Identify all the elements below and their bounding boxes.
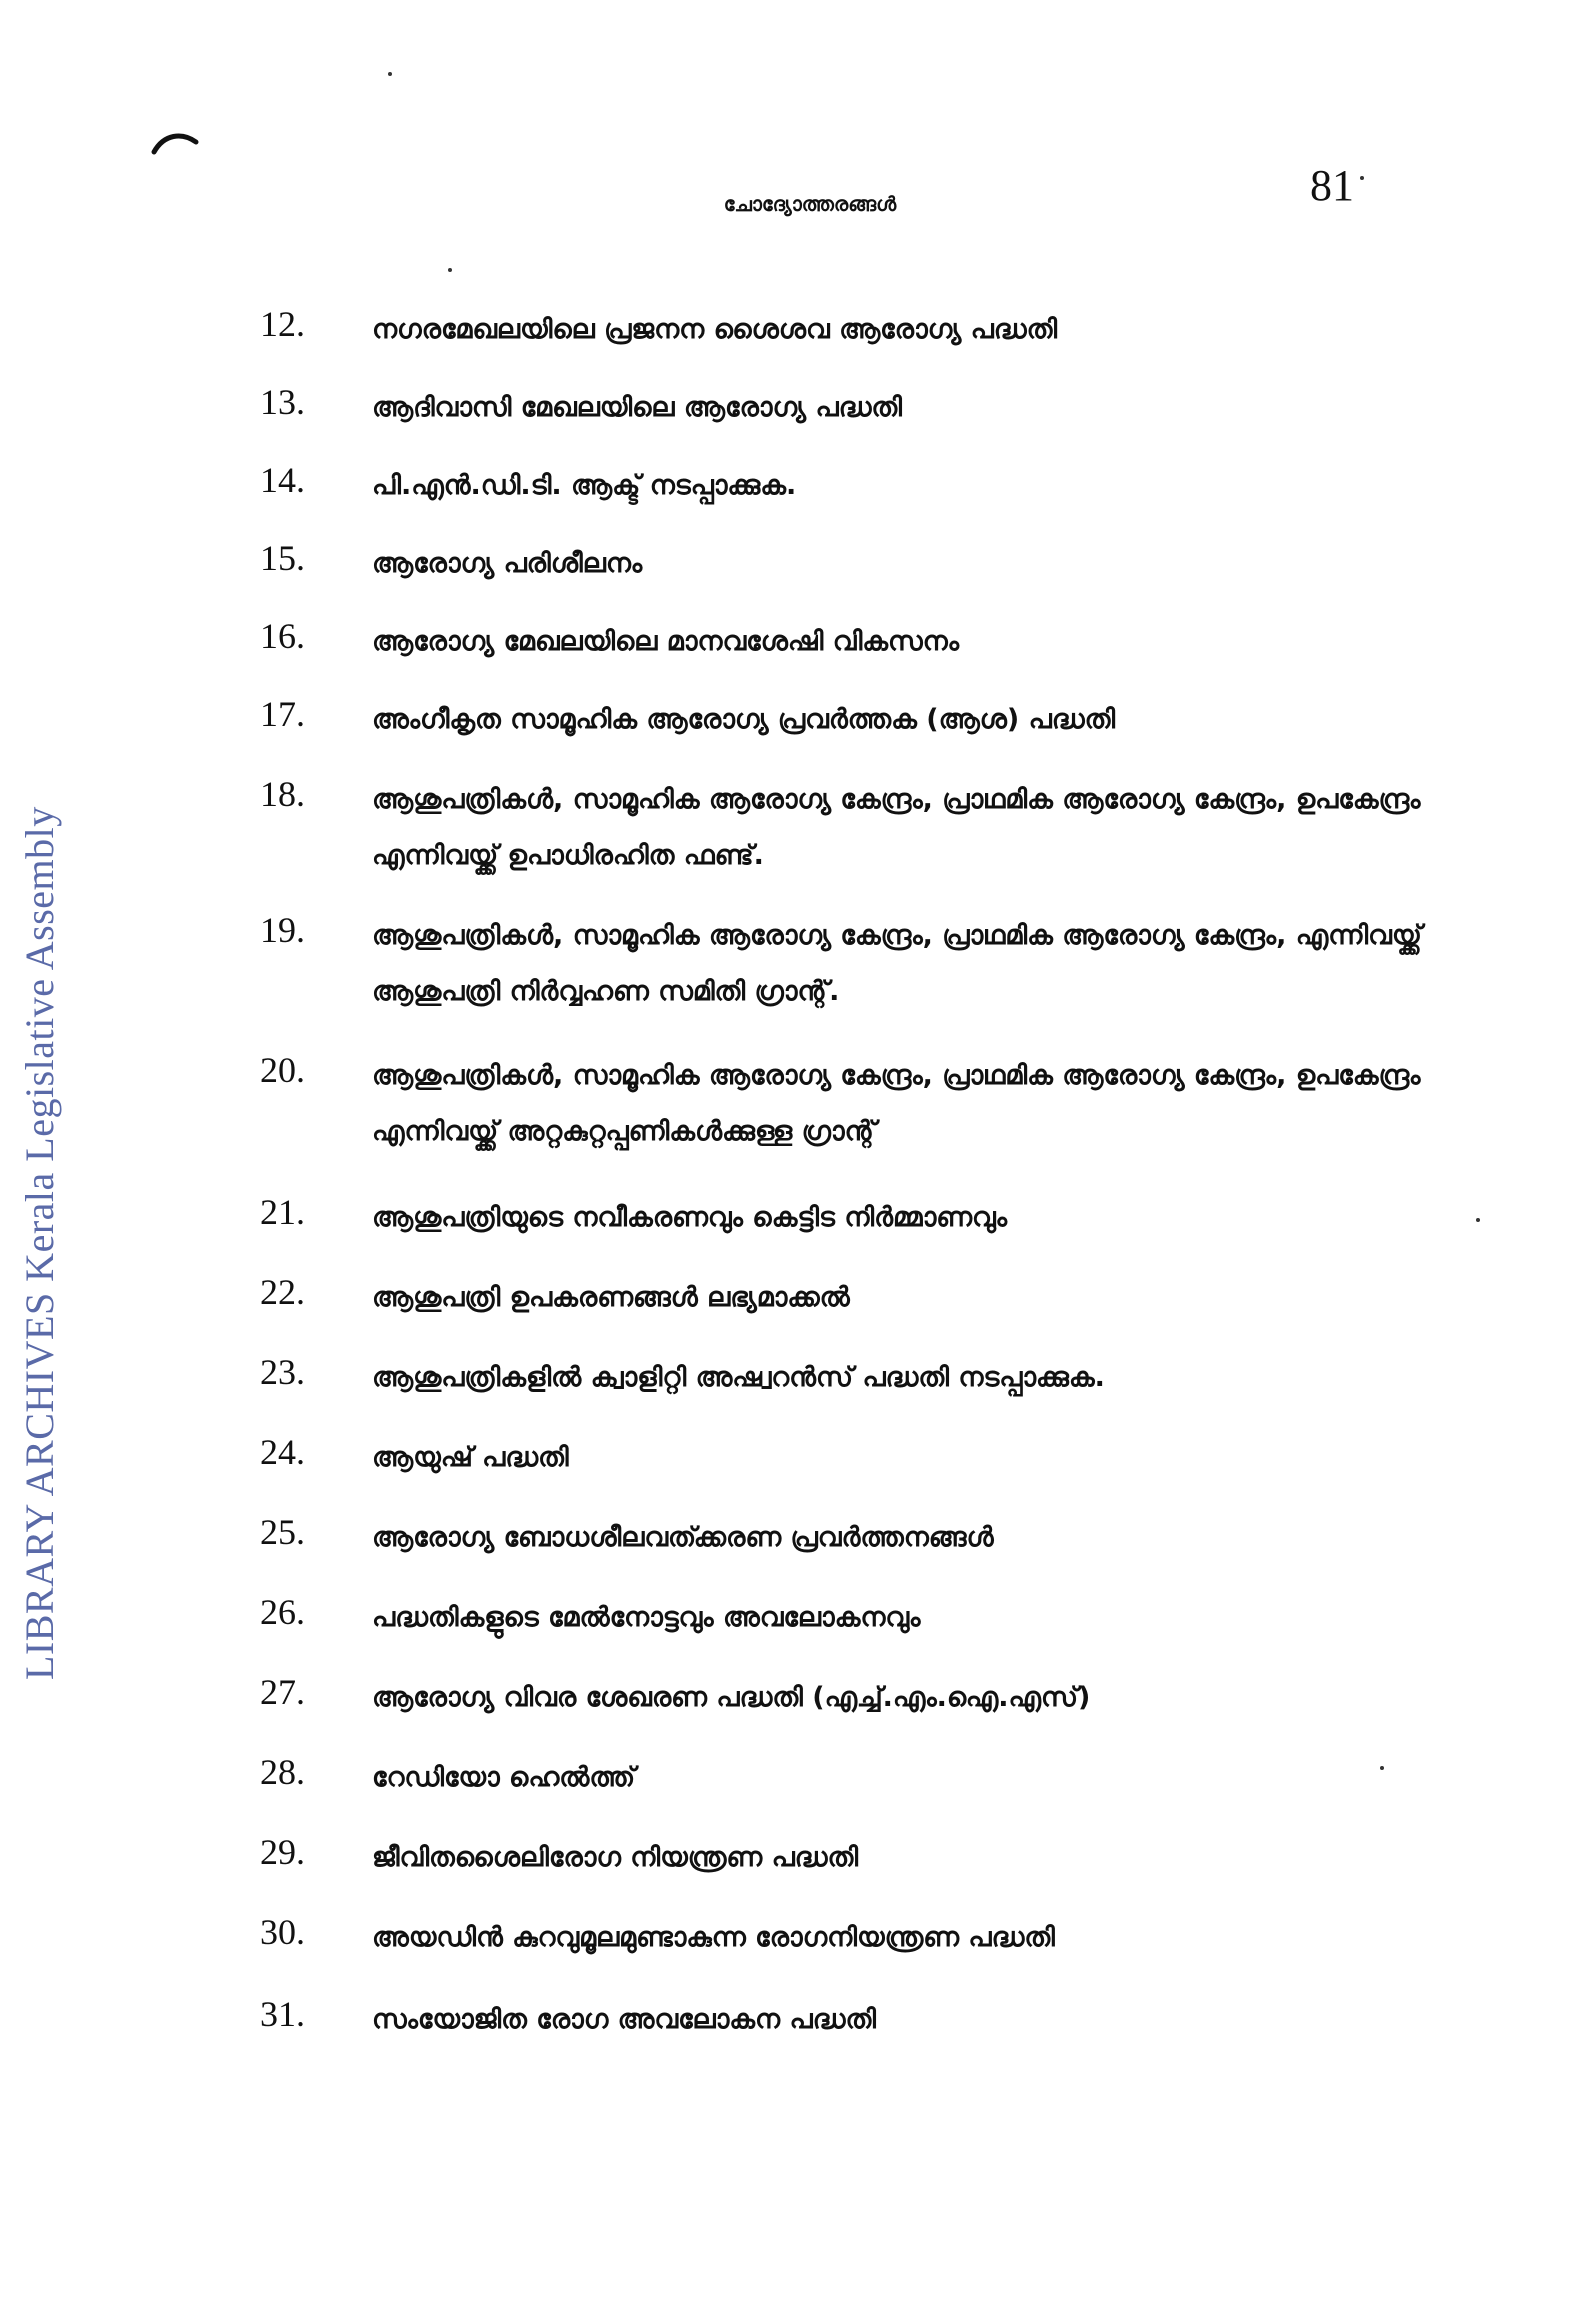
item-text: ആശുപത്രികൾ, സാമൂഹിക ആരോഗ്യ കേന്ദ്രം, പ്രാഥമിക ആരോഗ്യ കേന്ദ്രം, ഉപകേന്ദ്രം എന്നിവയ്ക്ക് ഉപാധിരഹിത ഫണ്ട്.	[372, 784, 1421, 871]
item-number: 30.	[260, 1912, 305, 1952]
item-number: 20.	[260, 1050, 305, 1090]
item-number: 23.	[260, 1352, 305, 1392]
list-item	[260, 1430, 1440, 1486]
list-item	[260, 1190, 1440, 1246]
item-text: സംയോജിത രോഗ അവലോകന പദ്ധതി	[372, 2004, 876, 2035]
item-text: ആരോഗ്യ മേഖലയിലെ മാനവശേഷി വികസനം	[372, 626, 960, 657]
item-text: ആശുപത്രി ഉപകരണങ്ങൾ ലഭ്യമാക്കൽ	[372, 1282, 850, 1313]
item-number: 27.	[260, 1672, 305, 1712]
item-number: 22.	[260, 1272, 305, 1312]
item-number: 12.	[260, 304, 305, 344]
scan-speck	[448, 268, 452, 272]
item-number: 31.	[260, 1994, 305, 2034]
item-text: ആദിവാസി മേഖലയിലെ ആരോഗ്യ പദ്ധതി	[372, 392, 902, 423]
item-number: 29.	[260, 1832, 305, 1872]
item-number: 24.	[260, 1432, 305, 1472]
item-text: ആരോഗ്യ വിവര ശേഖരണ പദ്ധതി (എച്ച്.എം.ഐ.എസ്)	[372, 1682, 1091, 1713]
list-item	[260, 380, 1440, 436]
item-number: 19.	[260, 910, 305, 950]
item-text: റേഡിയോ ഹെൽത്ത്	[372, 1762, 636, 1793]
item-text: ജീവിതശൈലിരോഗ നിയന്ത്രണ പദ്ധതി	[372, 1842, 859, 1873]
list-item	[260, 536, 1440, 592]
list-item	[260, 1992, 1440, 2048]
item-number: 17.	[260, 694, 305, 734]
archive-watermark: LIBRARY ARCHIVES Kerala Legislative Assembly	[17, 806, 62, 1680]
item-number: 16.	[260, 616, 305, 656]
item-number: 13.	[260, 382, 305, 422]
scan-speck	[1360, 176, 1364, 180]
list-item	[260, 1510, 1440, 1566]
scan-speck	[1380, 1766, 1384, 1770]
list-item	[260, 614, 1440, 670]
page-header-title: ചോദ്യോത്തരങ്ങൾ	[723, 192, 897, 216]
corner-mark	[150, 128, 200, 156]
item-number: 28.	[260, 1752, 305, 1792]
list-item	[260, 692, 1440, 748]
page-number: 81	[1310, 161, 1354, 210]
list-item	[260, 1670, 1440, 1726]
item-text: അംഗീകൃത സാമൂഹിക ആരോഗ്യ പ്രവർത്തക (ആശ) പദ്ധതി	[372, 704, 1116, 735]
list-item	[260, 1350, 1440, 1406]
item-number: 18.	[260, 774, 305, 814]
list-item	[260, 1270, 1440, 1326]
list-item	[260, 1830, 1440, 1886]
item-text: ആരോഗ്യ പരിശീലനം	[372, 548, 643, 579]
item-text: നഗരമേഖലയിലെ പ്രജനന ശൈശവ ആരോഗ്യ പദ്ധതി	[372, 314, 1058, 345]
item-text: ആശുപത്രിയുടെ നവീകരണവും കെട്ടിട നിർമ്മാണവും	[372, 1202, 1008, 1233]
item-number: 25.	[260, 1512, 305, 1552]
list-item	[260, 1048, 1440, 1160]
list-item	[260, 1750, 1440, 1806]
list-item	[260, 1590, 1440, 1646]
item-number: 14.	[260, 460, 305, 500]
list-item	[260, 458, 1440, 514]
item-text: ആയുഷ് പദ്ധതി	[372, 1442, 569, 1473]
item-text: അയഡിൻ കുറവുമൂലമുണ്ടാകുന്ന രോഗനിയന്ത്രണ പദ്ധതി	[372, 1922, 1055, 1953]
item-text: ആശുപത്രികൾ, സാമൂഹിക ആരോഗ്യ കേന്ദ്രം, പ്രാഥമിക ആരോഗ്യ കേന്ദ്രം, എന്നിവയ്ക്ക് ആശുപത്രി നിർവ്വഹണ സമിതി ഗ്രാന്റ്.	[372, 920, 1422, 1007]
item-text: പി.എൻ.ഡി.ടി. ആക്ട് നടപ്പാക്കുക.	[372, 470, 797, 501]
item-text: പദ്ധതികളുടെ മേൽനോട്ടവും അവലോകനവും	[372, 1602, 921, 1633]
item-number: 21.	[260, 1192, 305, 1232]
item-number: 15.	[260, 538, 305, 578]
scan-speck	[1476, 1218, 1480, 1222]
item-text: ആരോഗ്യ ബോധശീലവത്ക്കരണ പ്രവർത്തനങ്ങൾ	[372, 1522, 994, 1553]
list-item	[260, 772, 1440, 884]
scan-speck	[388, 72, 392, 76]
list-item	[260, 1910, 1440, 1966]
item-text: ആശുപത്രികളിൽ ക്വാളിറ്റി അഷ്വറൻസ് പദ്ധതി നടപ്പാക്കുക.	[372, 1362, 1105, 1393]
item-text: ആശുപത്രികൾ, സാമൂഹിക ആരോഗ്യ കേന്ദ്രം, പ്രാഥമിക ആരോഗ്യ കേന്ദ്രം, ഉപകേന്ദ്രം എന്നിവയ്ക്ക് അറ്റകുറ്റപ്പണികൾക്കുള്ള ഗ്രാന്റ്	[372, 1060, 1421, 1147]
list-item	[260, 908, 1440, 1020]
list-item	[260, 302, 1440, 358]
item-number: 26.	[260, 1592, 305, 1632]
